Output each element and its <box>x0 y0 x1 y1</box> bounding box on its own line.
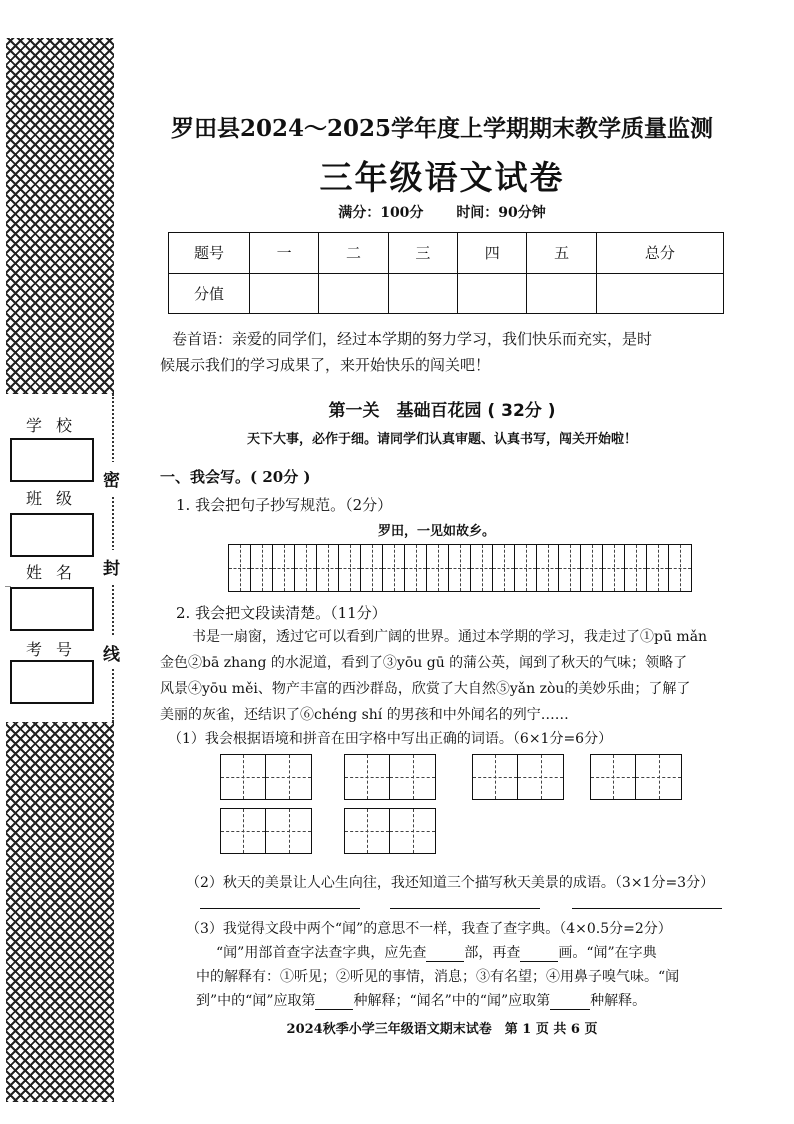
passage-line: 书是一扇窗，透过它可以看到广阔的世界。通过本学期的学习，我走过了①pū mǎn <box>192 629 708 645</box>
score-header-cell: 四 <box>458 233 527 274</box>
passage-line: 金色②bā zhang 的水泥道，看到了③yōu gū 的蒲公英，闻到了秋天的气味；领略了 <box>160 655 688 671</box>
grid-cell[interactable] <box>273 545 295 591</box>
grid-cell[interactable] <box>515 545 537 591</box>
class-field[interactable] <box>10 513 94 557</box>
grid-cell[interactable] <box>345 755 390 799</box>
exam-number-field[interactable] <box>10 660 94 704</box>
grid-cell[interactable] <box>295 545 317 591</box>
seal-char-feng: 封 <box>103 550 120 583</box>
sub-question-1: （1）我会根据语境和拼音在田字格中写出正确的词语。（6×1分=6分） <box>168 731 613 747</box>
sub-question-2: （2）秋天的美景让人心生向往，我还知道三个描写秋天美景的成语。（3×1分=3分） <box>186 875 715 891</box>
grid-cell[interactable] <box>625 545 647 591</box>
blank-radical[interactable] <box>426 945 464 962</box>
exam-time: 时间：90分钟 <box>456 205 546 221</box>
name-label: 姓名 <box>26 563 87 582</box>
exam-number-label: 考号 <box>26 640 87 659</box>
page-footer: 2024秋季小学三年级语文期末试卷 第 1 页 共 6 页 <box>286 1022 598 1037</box>
sub-question-3: （3）我觉得文段中两个“闻”的意思不一样，我查了查字典。（4×0.5分=2分） <box>186 921 672 937</box>
score-cell[interactable] <box>250 273 319 314</box>
grid-cell[interactable] <box>266 809 311 853</box>
grid-cell[interactable] <box>669 545 691 591</box>
word-grid-1[interactable] <box>220 754 312 800</box>
grid-cell[interactable] <box>317 545 339 591</box>
score-header-cell: 五 <box>527 233 596 274</box>
score-cell[interactable] <box>527 273 596 314</box>
grid-cell[interactable] <box>361 545 383 591</box>
sub3-text: 部，再查 <box>464 945 521 961</box>
sub3-text: 种解释。 <box>590 993 647 1009</box>
exam-subtitle: 三年级语文试卷 <box>319 158 565 197</box>
part1-heading: 一、我会写。( 20分 ) <box>160 468 311 486</box>
section-title: 第一关 基础百花园 ( 32分 ) <box>328 401 556 421</box>
grid-cell[interactable] <box>251 545 273 591</box>
sub3-text: 种解释；“闻名”中的“闻”应取第 <box>353 993 551 1009</box>
school-label: 学校 <box>26 416 87 435</box>
sub3-line-2: 中的解释有：①听见；②听见的事情，消息；③有名望；④用鼻子嗅气味。“闻 <box>196 969 680 985</box>
question-1: 1. 我会把句子抄写规范。（2分） <box>176 496 393 514</box>
grid-cell[interactable] <box>266 755 311 799</box>
grid-cell[interactable] <box>390 755 435 799</box>
class-label: 班级 <box>26 489 87 508</box>
score-header-cell: 三 <box>388 233 457 274</box>
seal-char-mi: 密 <box>103 462 120 495</box>
sub3-text: 到”中的“闻”应取第 <box>196 993 316 1009</box>
full-score: 满分：100分 <box>338 205 424 221</box>
grid-cell[interactable] <box>449 545 471 591</box>
copy-sentence: 罗田，一见如故乡。 <box>378 524 496 539</box>
answer-line-3[interactable] <box>572 908 722 909</box>
grid-cell[interactable] <box>559 545 581 591</box>
grid-cell[interactable] <box>221 755 266 799</box>
sub3-line-1 <box>216 942 657 962</box>
grid-cell[interactable] <box>473 755 518 799</box>
blank-strokes[interactable] <box>520 945 558 962</box>
word-grid-4[interactable] <box>590 754 682 800</box>
passage-line: 美丽的灰雀，还结识了⑥chéng shí 的男孩和中外闻名的列宁…… <box>160 707 569 723</box>
score-cell[interactable] <box>458 273 527 314</box>
grid-cell[interactable] <box>383 545 405 591</box>
grid-cell[interactable] <box>591 755 636 799</box>
word-grid-6[interactable] <box>344 808 436 854</box>
sub3-line-3 <box>196 990 646 1010</box>
sub3-text: “闻”用部首查字法查字典，应先查 <box>216 945 427 961</box>
grid-cell[interactable] <box>493 545 515 591</box>
grid-cell[interactable] <box>427 545 449 591</box>
answer-line-2[interactable] <box>390 908 540 909</box>
grid-cell[interactable] <box>603 545 625 591</box>
score-header-cell: 一 <box>250 233 319 274</box>
sub3-text: 画。“闻”在字典 <box>558 945 657 961</box>
grid-cell[interactable] <box>405 545 427 591</box>
question-2: 2. 我会把文段读清楚。（11分） <box>176 604 387 622</box>
blank-meaning-1[interactable] <box>315 993 353 1010</box>
score-table-header <box>169 233 724 274</box>
score-cell[interactable] <box>319 273 388 314</box>
seal-char-xian: 线 <box>103 636 120 669</box>
copy-writing-grid[interactable] <box>228 544 692 592</box>
answer-line-1[interactable] <box>200 908 360 909</box>
exam-meta <box>0 202 794 222</box>
score-row-label: 分值 <box>169 273 250 314</box>
score-cell[interactable] <box>388 273 457 314</box>
grid-cell[interactable] <box>647 545 669 591</box>
score-cell[interactable] <box>596 273 723 314</box>
score-header-cell: 总分 <box>596 233 723 274</box>
score-table-row <box>169 273 724 314</box>
grid-cell[interactable] <box>229 545 251 591</box>
grid-cell[interactable] <box>390 809 435 853</box>
word-grid-2[interactable] <box>344 754 436 800</box>
section-motto: 天下大事，必作于细。请同学们认真审题、认真书写，闯关开始啦！ <box>246 432 637 447</box>
word-grid-5[interactable] <box>220 808 312 854</box>
grid-cell[interactable] <box>537 545 559 591</box>
blank-meaning-2[interactable] <box>550 993 590 1010</box>
binding-hatch-bottom <box>6 722 114 1102</box>
grid-cell[interactable] <box>581 545 603 591</box>
grid-cell[interactable] <box>221 809 266 853</box>
grid-cell[interactable] <box>636 755 681 799</box>
dash-mark: _ <box>5 573 11 587</box>
score-table <box>168 232 724 314</box>
grid-cell[interactable] <box>518 755 563 799</box>
grid-cell[interactable] <box>339 545 361 591</box>
intro-line: 候展示我们的学习成果了，来开始快乐的闯关吧！ <box>160 356 491 374</box>
score-header-cell: 题号 <box>169 233 250 274</box>
intro-line: 卷首语：亲爱的同学们，经过本学期的努力学习，我们快乐而充实，是时 <box>172 330 653 348</box>
grid-cell[interactable] <box>471 545 493 591</box>
passage-line: 风景④yōu měi、物产丰富的西沙群岛，欣赏了大自然⑤yǎn zòu的美妙乐曲；了解了 <box>160 681 691 697</box>
score-header-cell: 二 <box>319 233 388 274</box>
grid-cell[interactable] <box>345 809 390 853</box>
exam-title: 罗田县2024～2025学年度上学期期末教学质量监测 <box>170 115 714 142</box>
name-field[interactable] <box>10 587 94 631</box>
word-grid-3[interactable] <box>472 754 564 800</box>
